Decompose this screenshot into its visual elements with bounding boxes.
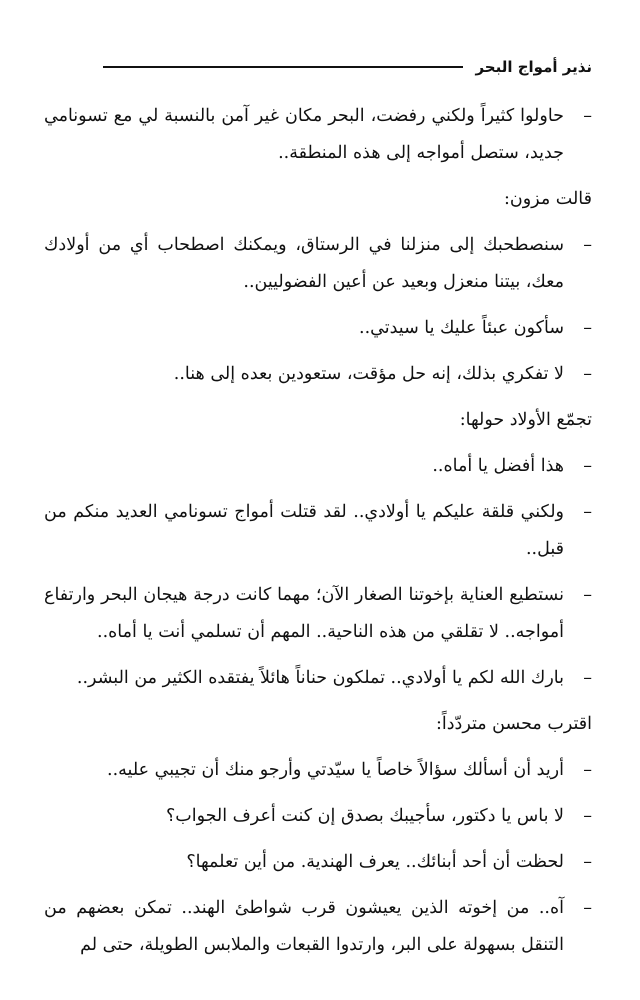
dialogue-text: لا باس يا دكتور، سأجيبك بصدق إن كنت أعرف الجواب؟ xyxy=(165,806,564,826)
book-page xyxy=(44,52,592,973)
dialogue-dash: – xyxy=(583,806,592,826)
dialogue-dash: – xyxy=(583,760,592,780)
dialogue-text: بارك الله لكم يا أولادي.. تملكون حناناً هائلاً يفتقده الكثير من البشر.. xyxy=(76,668,564,688)
dialogue-text: ولكني قلقة عليكم يا أولادي.. لقد قتلت أمواج تسونامي العديد منكم من قبل.. xyxy=(44,502,564,559)
dialogue-dash: – xyxy=(583,898,592,918)
running-header xyxy=(44,52,592,82)
dialogue-line xyxy=(44,798,592,835)
dialogue-line xyxy=(44,844,592,881)
dialogue-dash: – xyxy=(583,456,592,476)
dialogue-text: لا تفكري بذلك، إنه حل مؤقت، ستعودين بعده إلى هنا.. xyxy=(173,364,564,384)
dialogue-text: آه.. من إخوته الذين يعيشون قرب شواطئ الهند.. تمكن بعضهم من التنقل بسهولة على البر، وارتدوا القبعات والملابس الطويلة، حتى لم xyxy=(44,898,564,955)
dialogue-line xyxy=(44,448,592,485)
narration-line: اقترب محسن متردّداً: xyxy=(435,714,592,734)
dialogue-text: أريد أن أسألك سؤالاً خاصاً يا سيّدتي وأرجو منك أن تجيبي عليه.. xyxy=(107,760,564,780)
running-title: نذير أمواج البحر xyxy=(475,58,592,76)
dialogue-dash: – xyxy=(583,106,592,126)
dialogue-line xyxy=(44,98,592,172)
dialogue-dash: – xyxy=(583,585,592,605)
page-body xyxy=(44,98,592,964)
header-rule xyxy=(103,66,463,68)
dialogue-dash: – xyxy=(583,235,592,255)
dialogue-text: هذا أفضل يا أماه.. xyxy=(432,456,564,476)
dialogue-line xyxy=(44,310,592,347)
dialogue-line xyxy=(44,660,592,697)
dialogue-dash: – xyxy=(583,668,592,688)
dialogue-text: حاولوا كثيراً ولكني رفضت، البحر مكان غير آمن بالنسبة لي مع تسونامي جديد، ستصل أمواجه إلى هذه المنطقة.. xyxy=(44,106,564,163)
narration-line: تجمّع الأولاد حولها: xyxy=(459,410,592,430)
dialogue-line xyxy=(44,494,592,568)
dialogue-text: نستطيع العناية بإخوتنا الصغار الآن؛ مهما كانت درجة هيجان البحر وارتفاع أمواجه.. لا تقلقي من هذه الناحية.. المهم أن تسلمي أنت يا أماه.. xyxy=(44,585,564,642)
dialogue-line xyxy=(44,752,592,789)
dialogue-dash: – xyxy=(583,318,592,338)
dialogue-text: لحظت أن أحد أبنائك.. يعرف الهندية. من أين تعلمها؟ xyxy=(186,852,564,872)
narration-line: قالت مزون: xyxy=(503,189,592,209)
dialogue-dash: – xyxy=(583,364,592,384)
dialogue-dash: – xyxy=(583,852,592,872)
dialogue-line xyxy=(44,356,592,393)
dialogue-line xyxy=(44,577,592,651)
dialogue-text: سأكون عبئاً عليك يا سيدتي.. xyxy=(359,318,564,338)
dialogue-line xyxy=(44,227,592,301)
dialogue-text: سنصطحبك إلى منزلنا في الرستاق، ويمكنك اصطحاب أي من أولادك معك، بيتنا منعزل وبعيد عن أعين الفضوليين.. xyxy=(44,235,564,292)
dialogue-line xyxy=(44,890,592,964)
dialogue-dash: – xyxy=(583,502,592,522)
